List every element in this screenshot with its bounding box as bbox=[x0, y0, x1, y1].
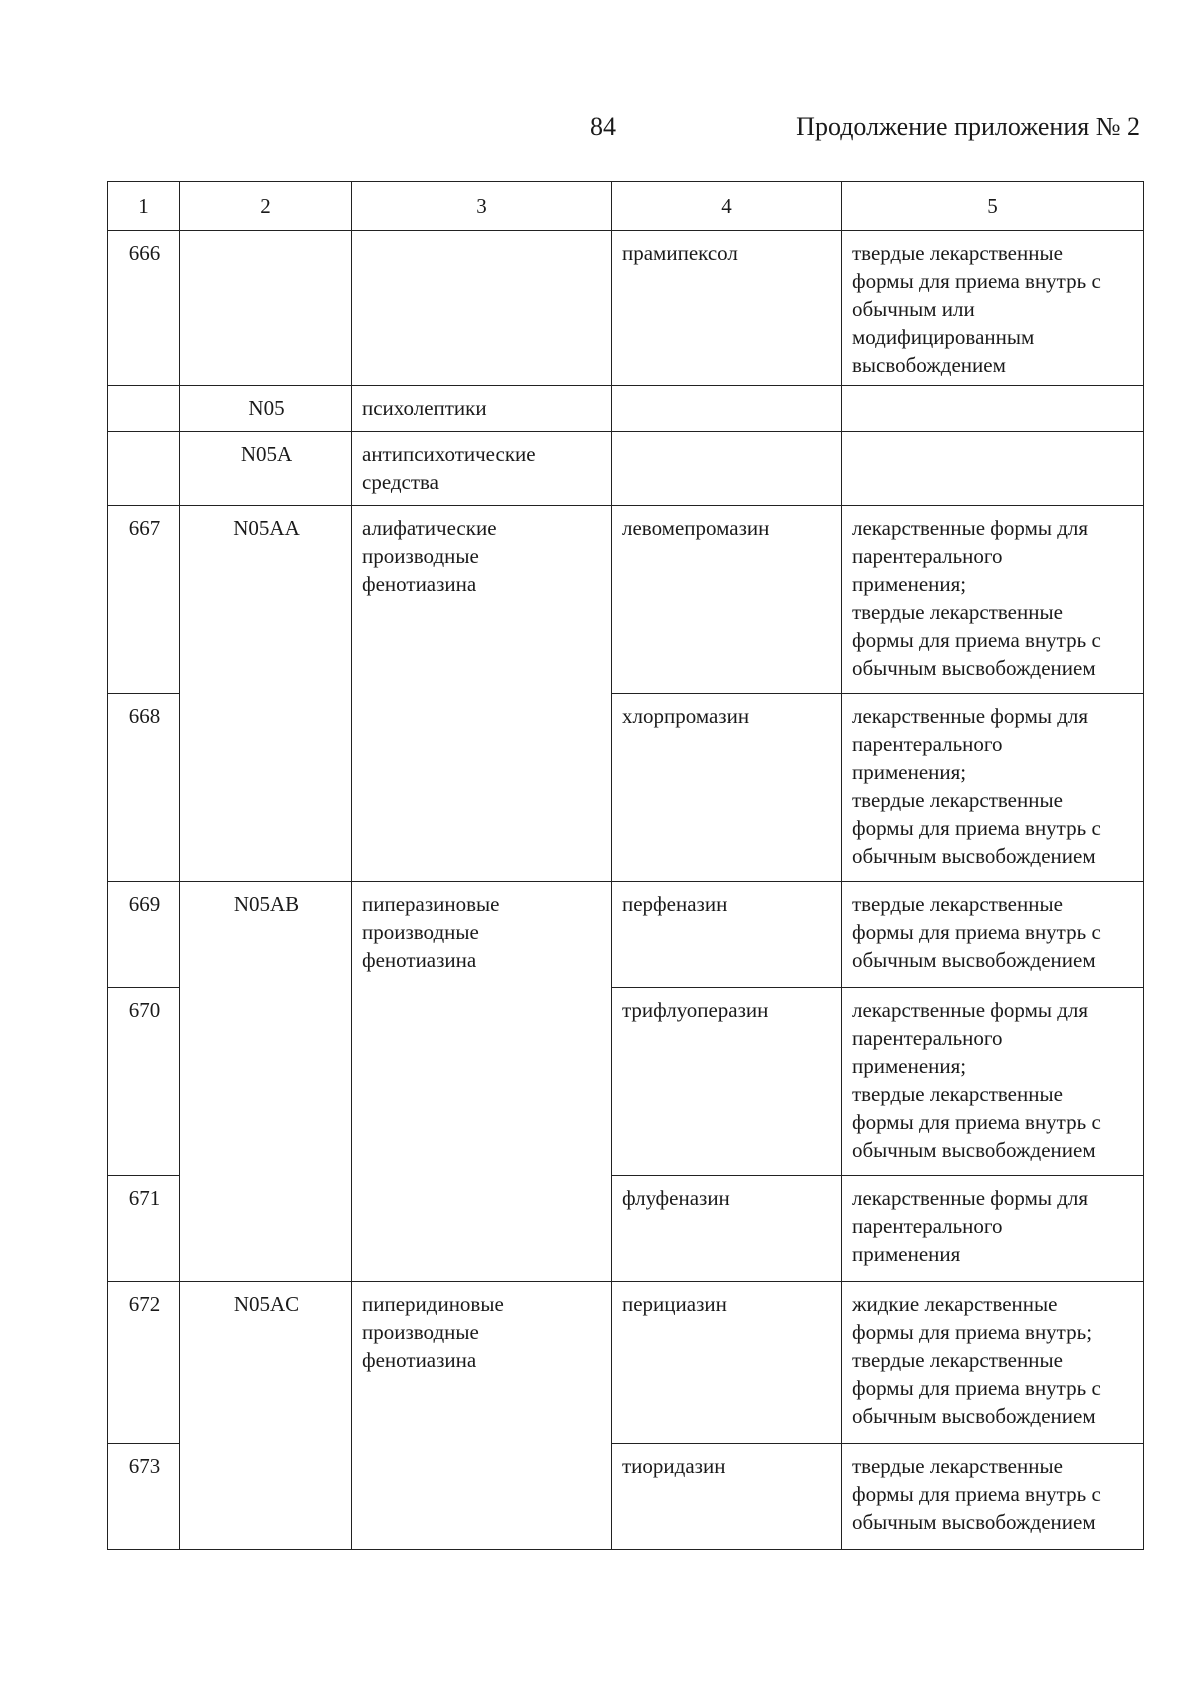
row-number: 667 bbox=[108, 506, 180, 694]
dosage-form: лекарственные формы для парентерального применения; твердые лекарственные формы для приема внутрь с обычным высвобождением bbox=[842, 694, 1144, 882]
drug-name: прамипексол bbox=[612, 231, 842, 386]
atc-code: N05AA bbox=[180, 506, 352, 882]
page-number: 84 bbox=[590, 112, 616, 141]
appendix-title: Продолжение приложения № 2 bbox=[796, 112, 1140, 141]
atc-group: антипсихотические средства bbox=[352, 432, 612, 506]
drug-name: трифлуоперазин bbox=[612, 988, 842, 1176]
dosage-form bbox=[842, 432, 1144, 506]
drug-name bbox=[612, 432, 842, 506]
drug-name bbox=[612, 386, 842, 432]
table-row bbox=[108, 506, 1144, 694]
row-number bbox=[108, 432, 180, 506]
table-header-row bbox=[108, 182, 1144, 231]
drug-name: перициазин bbox=[612, 1282, 842, 1444]
atc-group: алифатические производные фенотиазина bbox=[352, 506, 612, 882]
column-header: 2 bbox=[180, 182, 352, 231]
column-header: 3 bbox=[352, 182, 612, 231]
row-number: 666 bbox=[108, 231, 180, 386]
dosage-form: лекарственные формы для парентерального применения; твердые лекарственные формы для приема внутрь с обычным высвобождением bbox=[842, 506, 1144, 694]
dosage-form: жидкие лекарственные формы для приема внутрь; твердые лекарственные формы для приема внутрь с обычным высвобождением bbox=[842, 1282, 1144, 1444]
dosage-form: твердые лекарственные формы для приема внутрь с обычным или модифицированным высвобождением bbox=[842, 231, 1144, 386]
table-row bbox=[108, 386, 1144, 432]
dosage-form: твердые лекарственные формы для приема внутрь с обычным высвобождением bbox=[842, 882, 1144, 988]
table-row bbox=[108, 1282, 1144, 1444]
row-number: 671 bbox=[108, 1176, 180, 1282]
atc-group: психолептики bbox=[352, 386, 612, 432]
row-number bbox=[108, 386, 180, 432]
drug-name: левомепромазин bbox=[612, 506, 842, 694]
row-number: 672 bbox=[108, 1282, 180, 1444]
atc-group bbox=[352, 231, 612, 386]
row-number: 668 bbox=[108, 694, 180, 882]
table-row bbox=[108, 882, 1144, 988]
atc-code bbox=[180, 231, 352, 386]
atc-code: N05AB bbox=[180, 882, 352, 1282]
column-header: 4 bbox=[612, 182, 842, 231]
table-row bbox=[108, 432, 1144, 506]
column-header: 1 bbox=[108, 182, 180, 231]
table-row bbox=[108, 231, 1144, 386]
atc-code: N05AC bbox=[180, 1282, 352, 1550]
page-header bbox=[0, 112, 1200, 152]
column-header: 5 bbox=[842, 182, 1144, 231]
drug-table bbox=[107, 181, 1144, 1550]
drug-name: тиоридазин bbox=[612, 1444, 842, 1550]
row-number: 673 bbox=[108, 1444, 180, 1550]
dosage-form bbox=[842, 386, 1144, 432]
atc-group: пиперидиновые производные фенотиазина bbox=[352, 1282, 612, 1550]
atc-code: N05 bbox=[180, 386, 352, 432]
dosage-form: лекарственные формы для парентерального применения; твердые лекарственные формы для приема внутрь с обычным высвобождением bbox=[842, 988, 1144, 1176]
atc-code: N05A bbox=[180, 432, 352, 506]
row-number: 669 bbox=[108, 882, 180, 988]
dosage-form: лекарственные формы для парентерального применения bbox=[842, 1176, 1144, 1282]
drug-name: хлорпромазин bbox=[612, 694, 842, 882]
row-number: 670 bbox=[108, 988, 180, 1176]
drug-name: флуфеназин bbox=[612, 1176, 842, 1282]
drug-name: перфеназин bbox=[612, 882, 842, 988]
atc-group: пиперазиновые производные фенотиазина bbox=[352, 882, 612, 1282]
dosage-form: твердые лекарственные формы для приема внутрь с обычным высвобождением bbox=[842, 1444, 1144, 1550]
